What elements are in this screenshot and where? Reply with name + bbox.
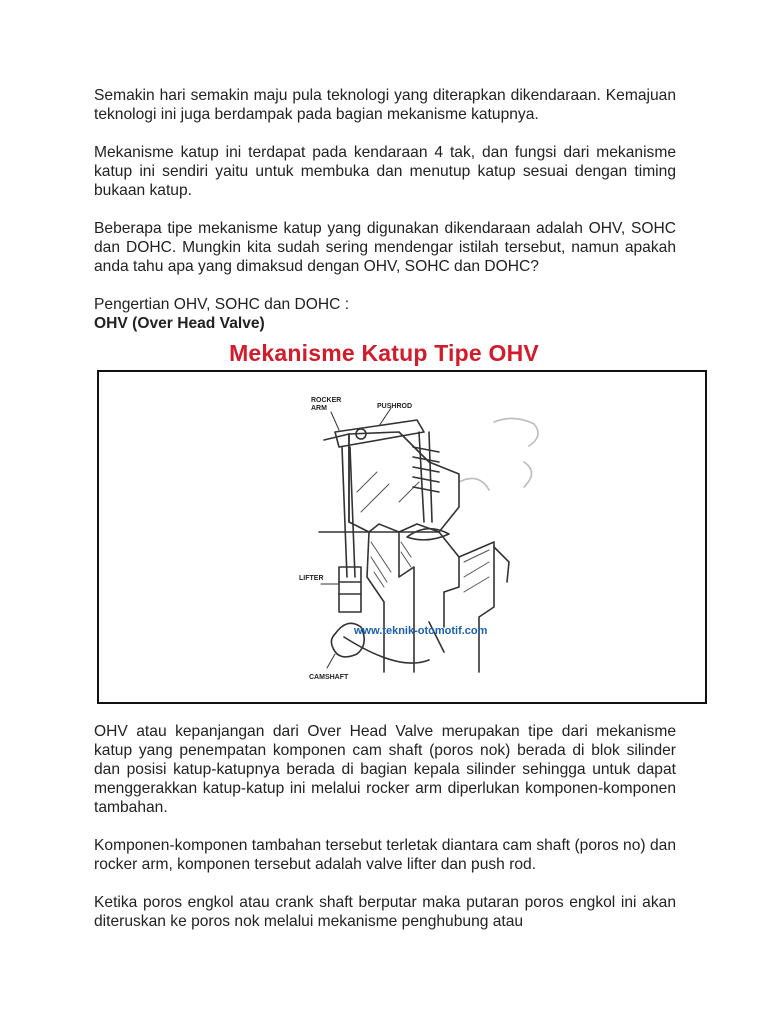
valve-head (407, 529, 449, 540)
document-body-continued (94, 722, 676, 931)
label-pushrod: PUSHROD (377, 403, 413, 410)
watermark-text: www.teknik-otomotif.com (354, 625, 488, 637)
paragraph-ohv-explanation: OHV atau kepanjangan dari Over Head Valve merupakan tipe dari mekanisme katup yang penempatan komponen cam shaft (poros nok) berada di blok silinder dan posisi katup-katupnya berada di bagian kepala silinder sehingga untuk dapat menggerakkan katup-katup ini melalui rocker arm diperlukan komponen-komponen tambahan. (94, 723, 676, 816)
ohv-diagram-figure (97, 370, 707, 704)
valve-stem (419, 432, 424, 522)
label-lifter: LIFTER (299, 575, 324, 582)
paragraph-components: Komponen-komponen tambahan tersebut terletak diantara cam shaft (poros no) dan rocker arm, komponen tersebut adalah valve lifter dan push rod. (94, 837, 676, 873)
cylinder-head (349, 432, 459, 532)
section-heading-ohv: OHV (Over Head Valve) (94, 315, 265, 332)
figure-title: Mekanisme Katup Tipe OHV (229, 340, 539, 366)
paragraph-four-stroke: Mekanisme katup ini terdapat pada kendaraan 4 tak, dan fungsi dari mekanisme katup ini sendiri yaitu untuk membuka dan menutup katup sesuai dengan timing bukaan katup. (94, 144, 676, 199)
paragraph-types: Beberapa tipe mekanisme katup yang digunakan dikendaraan adalah OHV, SOHC dan DOHC. Mungkin kita sudah sering mendengar istilah tersebut, namun apakah anda tahu apa yang dimaksud dengan OHV, SOHC dan DOHC? (94, 220, 676, 275)
ohv-diagram (99, 372, 705, 702)
label-arm: ARM (311, 405, 327, 412)
label-rocker: ROCKER (311, 397, 342, 404)
document-body (94, 86, 676, 333)
paragraph-definition-lead: Pengertian OHV, SOHC dan DOHC : (94, 296, 350, 313)
paragraph-intro: Semakin hari semakin maju pula teknologi yang diterapkan dikendaraan. Kemajuan teknologi ini juga berdampak pada bagian mekanisme katupnya. (94, 87, 676, 123)
label-camshaft: CAMSHAFT (309, 674, 349, 681)
paragraph-crankshaft: Ketika poros engkol atau crank shaft berputar maka putaran poros engkol ini akan diteruskan ke poros nok melalui mekanisme penghubung atau (94, 894, 676, 930)
pushrod (342, 447, 347, 577)
lifter (339, 567, 361, 612)
